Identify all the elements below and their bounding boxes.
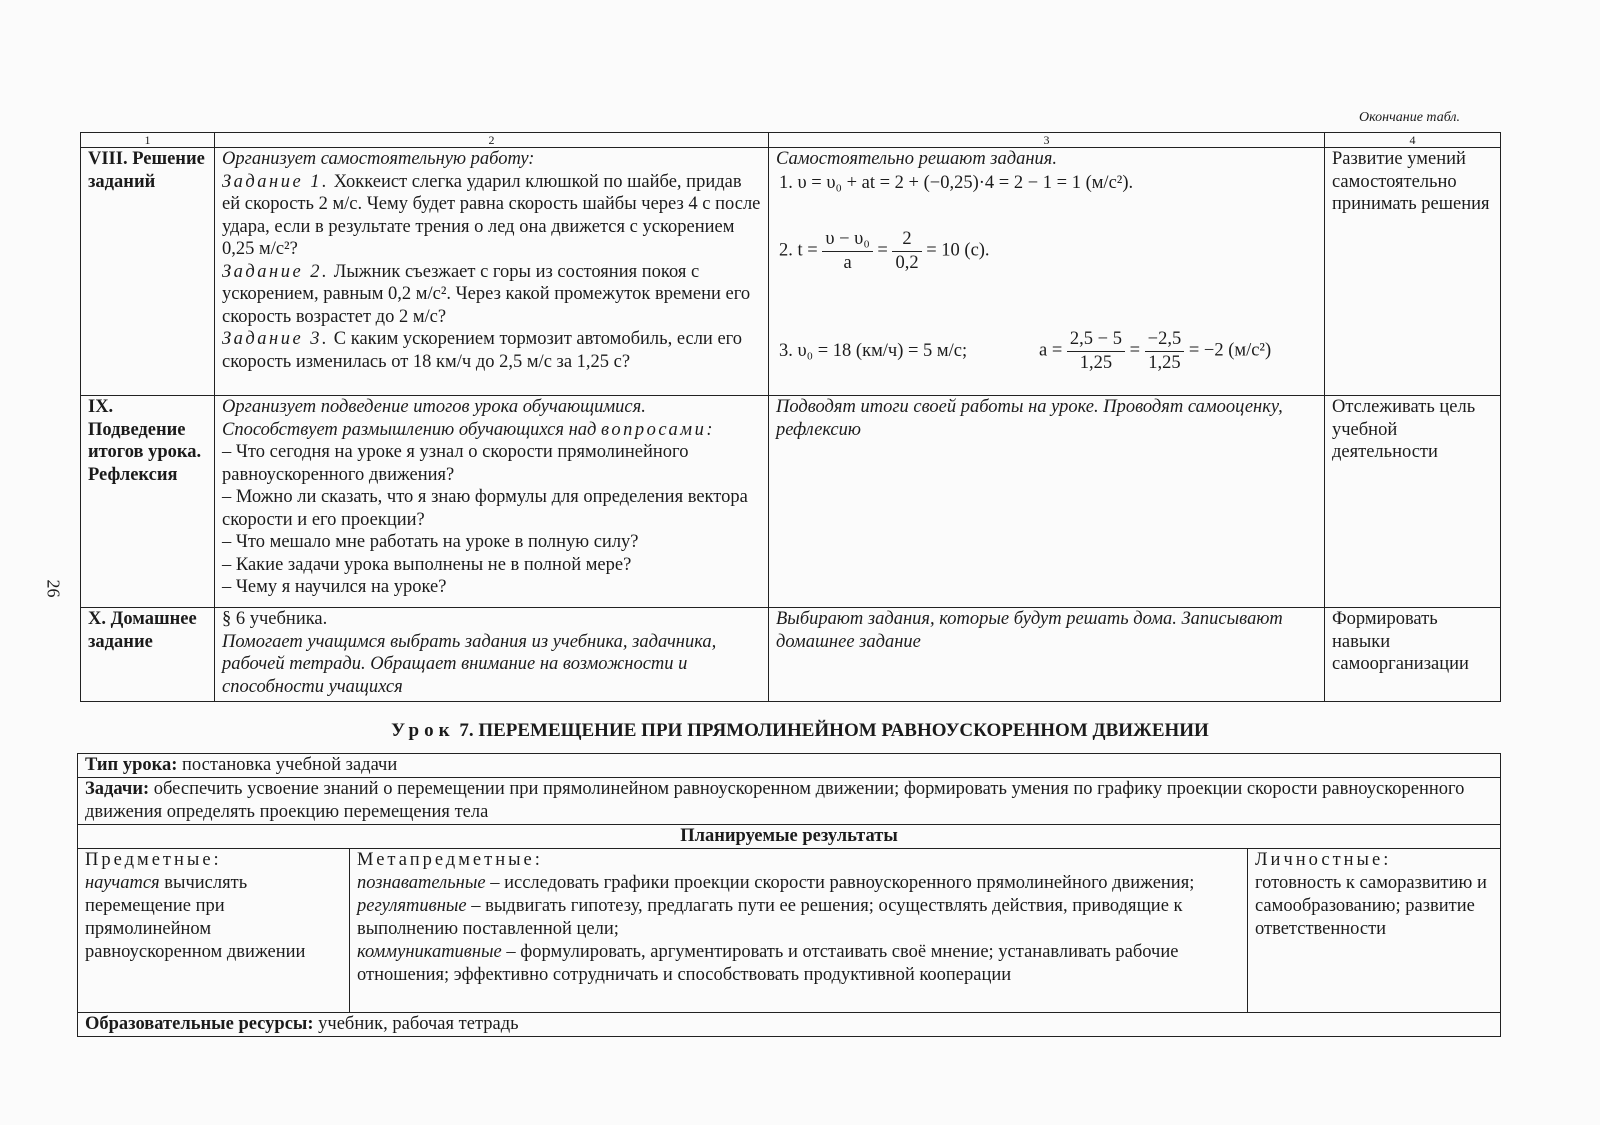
numerator: 2,5 − 5: [1067, 328, 1125, 352]
table-row: [81, 396, 1501, 608]
col-number: 3: [769, 133, 1325, 148]
question: – Можно ли сказать, что я знаю формулы для определения вектора скорости и его проекции?: [222, 487, 748, 530]
tasks-cell: [78, 778, 1501, 825]
solution-3: [1039, 328, 1271, 374]
tasks-label: Задачи:: [85, 779, 150, 799]
result-cell: Отслеживать цель учебной деятельности: [1325, 396, 1501, 608]
task-text: С каким ускорением тормозит автомобиль, если его скорость изменилась от 18 км/ч до 2,5 м/с за 1,25 с?: [222, 329, 743, 372]
lesson-type-label: Тип урока:: [85, 755, 178, 775]
equals-sign: =: [1129, 340, 1141, 361]
denominator: 1,25: [1148, 352, 1181, 373]
task-label: Задание 3.: [222, 329, 330, 349]
teacher-intro: Организует подведение итогов урока обучающимися. Способствует размышлению обучающихся над: [222, 397, 646, 440]
teacher-cell: [215, 396, 769, 608]
students-intro: Самостоятельно решают задания.: [776, 149, 1058, 169]
stage-cell: VIII. Решение заданий: [81, 148, 215, 396]
result-cell: Формировать навыки самоорганизации: [1325, 608, 1501, 702]
lesson-type-value: постановка учебной задачи: [182, 755, 398, 775]
question: – Что мешало мне работать на уроке в полную силу?: [222, 532, 639, 552]
task-text: Хоккеист слегка ударил клюшкой по шайбе, придав ей скорость 2 м/с. Чему будет равна скорость шайбы через 4 с после удара, если в результате трения о лед она движется с ускорением 0,25 м/с²?: [222, 171, 761, 259]
equals-sign: =: [877, 240, 888, 261]
table-row: [81, 608, 1501, 702]
meta-text: – исследовать графики проекции скорости равноускоренного прямолинейного движения;: [490, 873, 1195, 893]
meta-results-cell: [350, 849, 1248, 1013]
question: – Какие задачи урока выполнены не в полной мере?: [222, 554, 632, 575]
table-row: [81, 148, 1501, 396]
solution-3-given: 3. υ₀ = 18 (км/ч) = 5 м/с;: [779, 341, 968, 361]
subject-results-cell: [78, 849, 350, 1013]
students-cell: Подводят итоги своей работы на уроке. Проводят самооценку, рефлексию: [769, 396, 1325, 608]
meta-text: – выдвигать гипотезу, предлагать пути ее решения; осуществлять действия, приводящие к выполнению поставленной цели;: [357, 896, 1183, 939]
denominator: 1,25: [1079, 352, 1113, 373]
personal-results-cell: [1248, 849, 1501, 1013]
solution-2-prefix: 2. t =: [779, 240, 818, 261]
lesson-title-word: Урок: [391, 720, 455, 741]
task-text: Лыжник съезжает с горы из состояния покоя с ускорением, равным 0,2 м/с². Через какой промежуток времени его скорость возрастет до 2 м/с?: [222, 261, 751, 327]
students-cell: [769, 148, 1325, 396]
numerator: −2,5: [1145, 328, 1185, 352]
solution-3-result: = −2 (м/с²): [1188, 340, 1272, 361]
lesson-plan-table: [77, 753, 1501, 1037]
personal-text: готовность к саморазвитию и самообразованию; развитие ответственности: [1255, 873, 1487, 939]
task-label: Задание 1.: [222, 171, 330, 192]
resources-label: Образовательные ресурсы:: [85, 1014, 314, 1034]
denominator: a: [843, 252, 852, 273]
meta-label: коммуникативные: [357, 942, 502, 962]
result-cell: Развитие умений самостоятельно принимать решения: [1325, 148, 1501, 396]
fraction: [822, 228, 872, 274]
stage-cell: X. Домашнее задание: [81, 608, 215, 702]
solution-2-result: = 10 (с).: [926, 240, 990, 261]
table-row: [78, 849, 1501, 1013]
solution-2: [779, 228, 990, 274]
resources-value: учебник, рабочая тетрадь: [318, 1014, 519, 1034]
subject-text: вычислять перемещение при прямолинейном равноускоренном движении: [85, 873, 306, 962]
teacher-text: Помогает учащимся выбрать задания из учебника, задачника, рабочей тетради. Обращает внимание на возможности и способности учащихся: [222, 631, 717, 697]
subject-header: Предметные:: [85, 850, 222, 870]
col-number: 1: [81, 133, 215, 148]
teacher-cell: [215, 148, 769, 396]
meta-communicative: [357, 941, 1240, 987]
fraction: [1145, 328, 1185, 374]
stage-cell: IX. Подведение итогов урока. Рефлексия: [81, 396, 215, 608]
task-label: Задание 2.: [222, 261, 330, 282]
teacher-intro: Организует самостоятельную работу:: [222, 149, 535, 169]
meta-cognitive: [357, 872, 1240, 895]
solution-1: 1. υ = υ₀ + at = 2 + (−0,25)·4 = 2 − 1 = 1 (м/с²).: [779, 173, 1134, 193]
lesson-type-cell: [78, 754, 1501, 778]
meta-header: Метапредметные:: [357, 850, 543, 870]
meta-text: – формулировать, аргументировать и отстаивать своё мнение; устанавливать рабочие отношения; эффективно сотрудничать и способствовать продуктивной кооперации: [357, 942, 1179, 985]
tasks-value: обеспечить усвоение знаний о перемещении при прямолинейном равноускоренном движении; формировать умения по графику проекции скорости равноускоренного движения определять проекцию перемещения тела: [85, 779, 1465, 822]
question: – Чему я научился на уроке?: [222, 577, 447, 597]
teacher-cell: [215, 608, 769, 702]
table-row: [78, 754, 1501, 778]
personal-header: Личностные:: [1255, 850, 1392, 870]
lesson-title: [0, 720, 1600, 742]
question: – Что сегодня на уроке я узнал о скорости прямолинейного равноускоренного движения?: [222, 442, 689, 485]
table-row: [78, 1013, 1501, 1037]
table-caption: Окончание табл.: [1359, 110, 1460, 125]
students-cell: Выбирают задания, которые будут решать дома. Записывают домашнее задание: [769, 608, 1325, 702]
meta-label: регулятивные: [357, 896, 467, 916]
fraction: [1067, 328, 1125, 374]
lesson-stages-table: [80, 132, 1501, 702]
col-number: 2: [215, 133, 769, 148]
table-row: [78, 825, 1501, 849]
meta-label: познавательные: [357, 873, 486, 893]
solution-3-prefix: a =: [1039, 340, 1063, 361]
planned-results-header: Планируемые результаты: [78, 825, 1501, 849]
numerator: υ − υ₀: [822, 228, 872, 252]
numerator: 2: [892, 228, 921, 252]
meta-regulatory: [357, 895, 1240, 941]
teacher-spaced: вопросами:: [601, 419, 716, 440]
resources-cell: [78, 1013, 1501, 1037]
lesson-title-text: 7. ПЕРЕМЕЩЕНИЕ ПРИ ПРЯМОЛИНЕЙНОМ РАВНОУСКОРЕННОМ ДВИЖЕНИИ: [459, 720, 1209, 741]
teacher-line: § 6 учебника.: [222, 609, 328, 629]
subject-italic: научатся: [85, 873, 160, 893]
page-number: 26: [43, 579, 64, 598]
fraction: [892, 228, 921, 274]
col-number: 4: [1325, 133, 1501, 148]
column-number-row: [81, 133, 1501, 148]
table-row: [78, 778, 1501, 825]
denominator: 0,2: [895, 252, 919, 273]
